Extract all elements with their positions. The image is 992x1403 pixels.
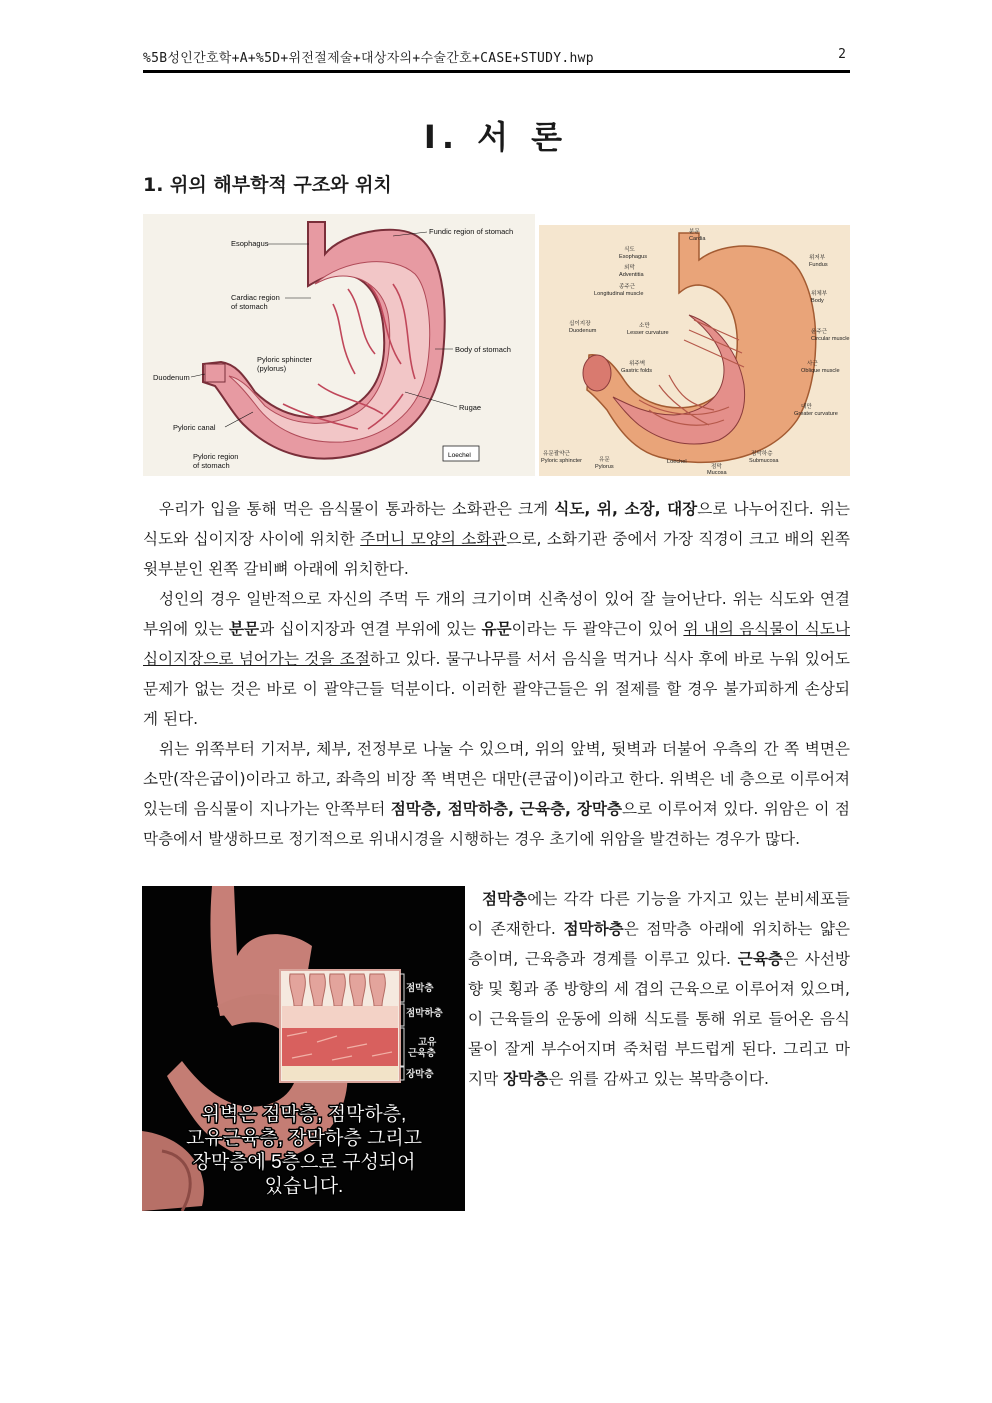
label-oblique-en: Oblique muscle bbox=[801, 368, 840, 374]
label-body-ko: 위체부 bbox=[811, 291, 828, 297]
p4-text-e: 은 위를 감싸고 있는 복막층이다. bbox=[548, 1070, 769, 1088]
p4-bold-serosa: 장막층 bbox=[503, 1070, 549, 1088]
label-circular-ko: 윤주근 bbox=[811, 329, 828, 335]
label-adventitia-en: Adventitia bbox=[619, 272, 644, 278]
label-rugae: Rugae bbox=[459, 403, 482, 412]
label-pyloric-canal: Pyloric canal bbox=[173, 423, 216, 432]
label-longitudinal-en: Longitudinal muscle bbox=[594, 291, 644, 297]
label-gastric-folds-ko: 위주벽 bbox=[629, 361, 646, 367]
layer-label-proper: 고유 bbox=[418, 1037, 437, 1048]
p3-text-a: 위는 위쪽부터 기저부, 체부, 전정부로 나눌 수 있으며, 위의 앞벽, 뒷벽과 더불어 우측의 간 쪽 벽면은 소만(작은굽이)이라고 하고, 좌측의 비장 쪽 벽면은 대만(큰굽이)이라고 한다. 위벽은 네 층으로 이루어져 있는데 음식물이 지나가는 안쪽부터 bbox=[143, 740, 850, 818]
chapter-title: I. 서 론 bbox=[423, 118, 569, 156]
subtitle-line-2: 고유근육층, 장막하층 그리고 bbox=[185, 1128, 423, 1149]
p1-bold-organs: 식도, 위, 소장, 대장 bbox=[554, 500, 698, 518]
p2-underline: 위 내의 음식물이 식도나 십이지장으로 넘어가는 것을 조절 bbox=[143, 620, 850, 668]
paragraph-1 bbox=[143, 494, 850, 584]
layer-label-submucosa: 점막하층 bbox=[406, 1008, 443, 1019]
layers-description bbox=[468, 884, 850, 1094]
duodenum-stub bbox=[205, 364, 225, 382]
p4-text-c: 은 점막층 아래에 위치하는 얇은 층이며, 근육층과 경계를 이루고 있다. bbox=[468, 920, 850, 968]
label-oblique-ko: 사근 bbox=[807, 361, 818, 367]
page-header bbox=[143, 45, 850, 67]
p4-bold-muscularis: 근육층 bbox=[737, 950, 783, 968]
p3-bold-layers: 점막층, 점막하층, 근육층, 장막층 bbox=[390, 800, 623, 818]
body-text bbox=[143, 494, 850, 854]
p2-text-a: 성인의 경우 일반적으로 자신의 주먹 두 개의 크기이며 신축성이 있어 잘 늘어난다. 위는 식도와 연결 부위에 있는 bbox=[143, 590, 850, 638]
label-pylorus-ko: 유문 bbox=[599, 457, 610, 463]
p1-underline: 주머니 모양의 소화관 bbox=[360, 530, 507, 548]
label-cardiac-region: Cardiac region bbox=[231, 293, 280, 302]
paragraph-3 bbox=[143, 734, 850, 854]
header-page-number: 2 bbox=[838, 47, 846, 62]
label-lesser-curvature-en: Lesser curvature bbox=[627, 330, 669, 336]
stomach-wall-video-still bbox=[142, 886, 465, 1211]
submucosa-band bbox=[282, 1006, 398, 1028]
p4-text-a: 에는 각각 다른 기능을 가지고 있는 분비세포들이 존재한다. bbox=[468, 890, 850, 938]
p1-text-a: 우리가 입을 통해 먹은 음식물이 통과하는 소화관은 크게 bbox=[159, 500, 555, 518]
label-pyloric-region: Pyloric region bbox=[193, 452, 239, 461]
layer-label-muscularis: 근육층 bbox=[408, 1048, 436, 1059]
label-pyloric-sphincter-ko: 유문괄약근 bbox=[543, 451, 571, 457]
serosa-band bbox=[282, 1066, 398, 1080]
label-cardiac-region-2: of stomach bbox=[231, 302, 268, 311]
pyloric-sphincter-ring bbox=[583, 355, 611, 391]
paragraph-2 bbox=[143, 584, 850, 734]
label-pyloric-sphincter-en: Pyloric sphincter bbox=[541, 458, 583, 464]
label-duodenum: Duodenum bbox=[153, 373, 190, 382]
label-fundic-region: Fundic region of stomach bbox=[429, 227, 514, 236]
p2-text-d: 이라는 두 괄약근이 있어 bbox=[511, 620, 684, 638]
label-mucosa-en: Mucosa bbox=[707, 470, 727, 476]
label-esophagus: Esophagus bbox=[231, 239, 269, 248]
label-mucosa-ko: 점막 bbox=[711, 464, 722, 470]
label-longitudinal-ko: 종주근 bbox=[619, 284, 636, 290]
p2-text-e: 하고 있다. 물구나무를 서서 음식을 먹거나 식사 후에 바로 누워 있어도 문제가 없는 것은 바로 이 괄약근들 덕분이다. 이러한 괄약근들은 위 절제를 할 경우 불가피하게 손상되게 된다. bbox=[143, 650, 850, 728]
label-pylorus: (pylorus) bbox=[257, 364, 287, 373]
label-pylorus-en: Pylorus bbox=[595, 464, 614, 470]
label-esophagus-en: Esophagus bbox=[619, 254, 647, 260]
label-gastric-folds-en: Gastric folds bbox=[621, 368, 653, 374]
p1-text-d: 으로, 소화기관 중에서 가장 직경이 크고 배의 왼쪽 윗부분인 왼쪽 갈비뼈 아래에 위치한다. bbox=[143, 530, 850, 578]
paragraph-4 bbox=[468, 884, 850, 1094]
layer-label-mucosa: 점막층 bbox=[406, 983, 434, 994]
section-heading: 1. 위의 해부학적 구조와 위치 bbox=[143, 174, 392, 196]
layer-label-serosa: 장막층 bbox=[406, 1069, 434, 1080]
stomach-muscle-layers-figure bbox=[539, 225, 850, 476]
label-greater-curvature-ko: 대만 bbox=[801, 404, 812, 410]
p2-bold-cardia: 분문 bbox=[228, 620, 260, 638]
label-duodenum-ko: 십이지장 bbox=[569, 321, 591, 327]
p4-text-d: 은 사선방향 및 횡과 종 방향의 세 겹의 근육으로 이루어져 있으며, 이 근육들의 운동에 의해 식도를 통해 위로 들어온 음식물이 잘게 부수어지며 죽처럼 부드럽게 된다. 그리고 마지막 bbox=[468, 950, 851, 1088]
label-pyloric-sphincter: Pyloric sphincter bbox=[257, 355, 313, 364]
subtitle-line-3: 장막층에 5층으로 구성되어 bbox=[192, 1152, 416, 1173]
label-body-en: Body bbox=[811, 298, 824, 304]
label-esophagus-ko: 식도 bbox=[624, 247, 635, 253]
label-greater-curvature-en: Greater curvature bbox=[794, 411, 838, 417]
subtitle-line-1: 위벽은 점막층, 점막하층, bbox=[201, 1104, 407, 1125]
label-fundus-en: Fundus bbox=[809, 262, 828, 268]
label-fundus-ko: 위저부 bbox=[809, 255, 826, 261]
header-rule bbox=[143, 70, 850, 73]
header-filename: %5B성인간호학+A+%5D+위전절제술+대상자의+수술간호+CASE+STUDY.hwp bbox=[143, 51, 594, 66]
p3-text-c: 으로 이루어져 있다. 위암은 이 점막층에서 발생하므로 정기적으로 위내시경을 시행하는 경우 초기에 위암을 발견하는 경우가 많다. bbox=[143, 800, 850, 848]
p2-text-c: 과 십이지장과 연결 부위에 있는 bbox=[259, 620, 482, 638]
label-duodenum-en: Duodenum bbox=[569, 328, 597, 334]
subtitle-line-4: 있습니다. bbox=[264, 1176, 344, 1197]
label-credit: Loechel bbox=[448, 452, 471, 459]
label-cardia-en: Cardia bbox=[689, 236, 706, 242]
label-submucosa-ko: 점막하층 bbox=[751, 451, 773, 457]
label-adventitia-ko: 외막 bbox=[624, 265, 635, 271]
label-cardia-ko: 분문 bbox=[689, 229, 700, 235]
p1-text-c: 으로 나누어진다. 위는 식도와 십이지장 사이에 위치한 bbox=[143, 500, 850, 548]
label-pyloric-region-2: of stomach bbox=[193, 461, 230, 470]
p4-bold-submucosa: 점막하층 bbox=[563, 920, 624, 938]
stomach-anatomy-figure bbox=[143, 214, 535, 476]
label-circular-en: Circular muscle bbox=[811, 336, 850, 342]
label-lesser-curvature-ko: 소만 bbox=[639, 323, 650, 329]
p4-bold-mucosa: 점막층 bbox=[482, 890, 528, 908]
label-submucosa-en: Submucosa bbox=[749, 458, 779, 464]
p2-bold-pylorus: 유문 bbox=[481, 620, 512, 638]
label-credit-2: Loechel bbox=[667, 459, 687, 465]
label-body: Body of stomach bbox=[455, 345, 511, 354]
